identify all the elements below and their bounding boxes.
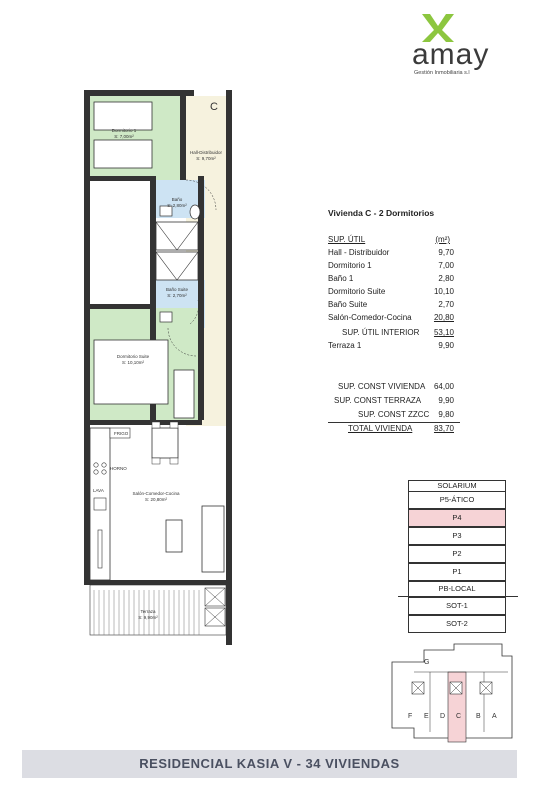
floor-p5-atico: P5-ÁTICO: [408, 491, 506, 509]
wall-dorm1-east: [180, 96, 186, 180]
room-area-dormitorio-suite: S: 10,10m²: [121, 360, 145, 365]
room-area-terraza: S: 9,90m²: [138, 615, 158, 620]
floor-p2: P2: [408, 545, 506, 563]
logo-tagline: Gestión Inmobiliaria s.l: [414, 70, 470, 76]
wall-dorm1-south: [90, 176, 154, 181]
wall-west: [84, 90, 90, 585]
bed1-icon: [94, 102, 152, 130]
sofa-icon: [202, 506, 224, 572]
floor-sot1: SOT-1: [408, 597, 506, 615]
key-letter-b: B: [476, 713, 481, 720]
key-plan: [384, 642, 518, 746]
room-label-salon: Salón-Comedor-Cocina: [132, 491, 180, 496]
total-divider: [328, 422, 460, 423]
room-label-dormitorio1: Dormitorio 1: [111, 128, 137, 133]
label-frigo: FRIGO: [114, 431, 129, 436]
room-area-dormitorio1: S: 7,00m²: [114, 134, 134, 139]
const-row: SUP. CONST TERRAZA 9,90: [334, 396, 454, 405]
wall-suite-south: [84, 420, 202, 425]
wall-suite-north: [90, 304, 154, 309]
unit-letter: C: [210, 101, 218, 113]
key-letter-g: G: [424, 659, 430, 666]
suite-bed-icon: [94, 340, 168, 404]
room-label-bano: Baño: [171, 197, 183, 202]
logo-wordmark: amay: [412, 38, 490, 71]
room-area-bano-suite: S: 2,70m²: [167, 293, 187, 298]
floor-pb-local: PB-LOCAL: [408, 581, 506, 597]
dining-table-icon: [152, 428, 178, 458]
key-letter-e: E: [424, 713, 429, 720]
terraza-row: Terraza 1 9,90: [328, 341, 454, 350]
floor-p1: P1: [408, 563, 506, 581]
room-label-terraza: Terraza: [140, 609, 156, 614]
wall-terrace: [84, 580, 226, 585]
room-label-hall: Hall-Distribuidor: [189, 150, 223, 155]
floor-p3: P3: [408, 527, 506, 545]
table-title: Vivienda C - 2 Dormitorios: [328, 208, 435, 218]
table-row: Dormitorio Suite 10,10: [328, 287, 454, 296]
room-area-hall: S: 9,70m²: [196, 156, 216, 161]
label-lava: LAVA: [93, 488, 104, 493]
key-letter-f: F: [408, 713, 413, 720]
header-unit: (m²): [435, 235, 450, 244]
table-row: Baño Suite 2,70: [328, 300, 454, 309]
floor-plan: [80, 88, 240, 653]
wardrobe-icon: [174, 370, 194, 418]
room-area-bano: S: 2,80m²: [167, 203, 187, 208]
floor-p4-selected: P4: [408, 509, 506, 527]
table-header: [328, 235, 460, 248]
total-row: TOTAL VIVIENDA 83,70: [348, 424, 454, 433]
table-row: Salón-Comedor-Cocina 20,80: [328, 313, 454, 322]
const-row: SUP. CONST VIVIENDA 64,00: [338, 382, 454, 391]
room-label-dormitorio-suite: Dormitorio Suite: [116, 354, 150, 359]
header-label: SUP. ÚTIL: [328, 235, 366, 244]
table-row: Baño 1 2,80: [328, 274, 454, 283]
key-letter-d: D: [440, 713, 446, 720]
toilet-icon: [190, 205, 200, 219]
key-letter-c: C: [456, 713, 462, 720]
key-letter-a: A: [492, 713, 497, 720]
label-horno: HORNO: [110, 466, 127, 471]
wall-north: [84, 90, 194, 96]
floor-sot2: SOT-2: [408, 615, 506, 633]
room-label-bano-suite: Baño Suite: [165, 287, 189, 292]
floor-solarium: SOLARIUM: [408, 480, 506, 491]
room-area-salon: S: 20,80m²: [144, 497, 168, 502]
table-row: Dormitorio 1 7,00: [328, 261, 454, 270]
bed2-icon: [94, 140, 152, 168]
coffee-table-icon: [166, 520, 182, 552]
wall-east: [226, 90, 232, 645]
project-banner: RESIDENCIAL KASIA V - 34 VIVIENDAS: [22, 750, 517, 778]
table-row: Hall - Distribuidor 9,70: [328, 248, 454, 257]
util-interior-row: SUP. ÚTIL INTERIOR 53,10: [342, 328, 454, 337]
const-row: SUP. CONST ZZCC 9,80: [358, 410, 454, 419]
